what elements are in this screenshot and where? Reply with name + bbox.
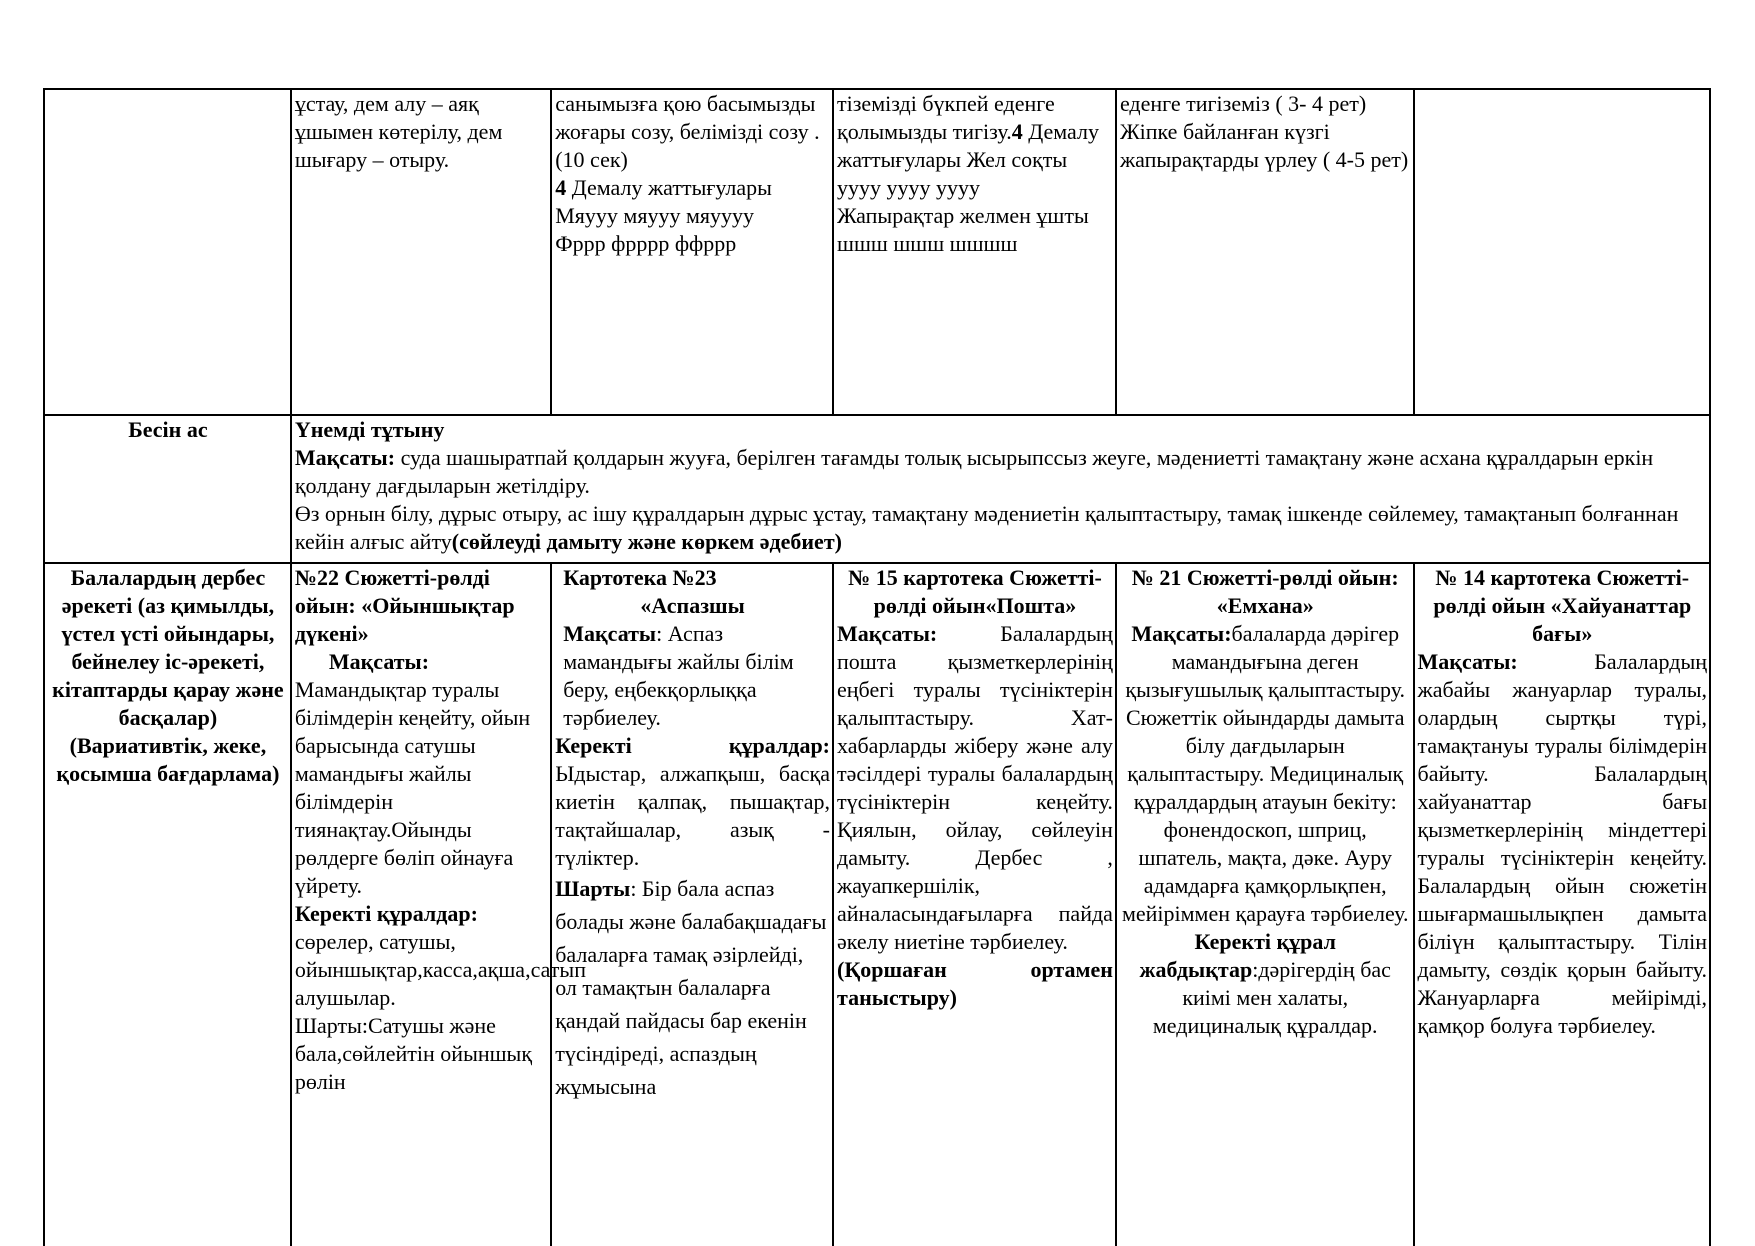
tools-text: Ыдыстар, алжапқыш, басқа киетін қалпақ, пышақтар, тақтайшалар, азық - түліктер.	[555, 761, 831, 870]
goal-text: балаларда дәрігер мамандығына деген қызығушылық қалыптастыру. Сюжеттік ойындарды дамыта білу дағдыларын қалыптастыру. Медициналық құралдардың атауын бекіту: фонендоскоп, шприц, шпатель, мақта, дәке. Ауру адамдарға қамқорлықпен, мейіріммен қарауға тәрбиелеу.	[1121, 621, 1409, 926]
snack-extra-note: (сөйлеуді дамыту және көркем әдебиет)	[451, 529, 842, 554]
row-label: Балалардың дербес әрекеті (аз қимылды, үстел үсті ойындары, бейнелеу іс-әрекеті, кітаптарды қарау және басқалар)	[52, 565, 284, 730]
cell-fri-exercise	[1414, 89, 1710, 415]
goal-text: : Аспаз мамандығы жайлы білім беру, еңбекқорлыққа тәрбиелеу.	[563, 621, 794, 730]
exercise-text: санымызға қою басымызды жоғары созу, белімізді созу . (10 сек)	[555, 91, 820, 172]
goal-text: Балалардың жабайы жануарлар туралы, олардың сыртқы түрі, тамақтануы туралы білімдерін байыту. Балалардың хайуанаттар бағы қызметкерлерінің міндеттері туралы түсініктерін кеңейту. Балалардың ойын сюжетін шығармашылықпен дамыта біліүн қалыптастыру. Тілін дамыту, сөздік қорын байыту. Жануарларға мейірімді, қамқор болуға тәрбиелеу.	[1417, 649, 1707, 1038]
table-row-afternoon-snack	[44, 415, 1710, 563]
breathing-line: Мяууу мяууу мяуууу	[555, 203, 754, 228]
breathing-line: Жапырақтар желмен ұшты шшш шшш шшшш	[837, 203, 1089, 256]
cell-thu-game	[1116, 563, 1414, 1246]
goal-label: Мақсаты:	[294, 445, 396, 470]
rules-label: Шарты	[555, 876, 631, 901]
breathing-heading: Демалу жаттығулары	[566, 175, 772, 200]
goal-label: Мақсаты:	[1131, 621, 1232, 646]
tools-label: Керекті құралдар:	[294, 901, 478, 926]
schedule-table	[43, 88, 1711, 1246]
goal-text: Балалардың пошта қызметкерлерінің еңбегі туралы түсініктерін қалыптастыру. Хат-хабарларды жіберу және алу тәсілдері туралы балалардың түсініктерін кеңейту. Қиялын, ойлау, сөйлеуін дамыту. Дербес , жауапкершілік, айналасындағыларға пайда әкелу ниетіне тәрбиелеу.	[837, 621, 1113, 954]
goal-label: Мақсаты:	[837, 621, 938, 646]
cell-empty-label	[44, 89, 291, 415]
row-label: Бесін ас	[128, 417, 208, 442]
tools-text: сөрелер, сатушы, ойыншықтар,касса,ақша,сатып алушылар.	[294, 929, 586, 1010]
exercise-text: тіземізді бүкпей еденге қолымызды тигізу.	[837, 91, 1055, 144]
goal-text: суда шашыратпай қолдарын жууға, берілген тағамды толық ысырыпссыз жеуге, мәдениетті тамақтану және асхана құралдарын еркін қолдану дағдыларын жетілдіру.	[294, 445, 1654, 498]
tools-label: Керекті құралдар:	[555, 733, 831, 758]
cell-row-label	[44, 563, 291, 1246]
exercise-text: еденге тигіземіз ( 3- 4 рет)	[1119, 91, 1367, 116]
table-row-exercises	[44, 89, 1710, 415]
tools-text: :дәрігердің бас киімі мен халаты, медициналық құралдар.	[1152, 957, 1391, 1038]
exercise-text: ұстау, дем алу – аяқ ұшымен көтерілу, дем шығару – отыру.	[294, 91, 503, 172]
game-title-sub: «Аспазшы	[640, 593, 745, 618]
goal-label: Мақсаты	[563, 621, 657, 646]
tools-label: Керекті құрал жабдықтар	[1139, 929, 1336, 982]
exercise-text: Жіпке байланған күзгі жапырақтарды үрлеу ( 4-5 рет)	[1119, 119, 1409, 172]
exercise-number: 4	[555, 175, 567, 200]
cell-fri-game	[1414, 563, 1710, 1246]
cell-wed-game	[833, 563, 1116, 1246]
subject-note: (Қоршаған ортамен таныстыру)	[837, 957, 1113, 1010]
cell-mon-game	[291, 563, 586, 1246]
cell-mon-exercise	[291, 89, 551, 415]
game-title: №22 Сюжетті-рөлді ойын: «Ойыншықтар дүкені»	[294, 565, 515, 646]
cell-tue-game	[551, 563, 833, 1246]
game-title: № 21 Сюжетті-рөлді ойын: «Емхана»	[1131, 565, 1399, 618]
cell-snack-content	[291, 415, 1710, 563]
goal-label: Мақсаты:	[1417, 649, 1518, 674]
rules-text: : Бір бала аспаз болады және балабақшадағы балаларға тамақ әзірлейді, ол тамақтын балаларға қандай пайдасы бар екенін түсіндіреді, аспаздың жұмысына	[555, 876, 827, 1099]
snack-title: Үнемді тұтыну	[294, 417, 445, 442]
cell-tue-exercise	[551, 89, 833, 415]
goal-text: Мамандықтар туралы білімдерін кеңейту, ойын барысында сатушы мамандығы жайлы білімдерін тиянақтау.Ойынды рөлдерге бөліп ойнауға үйрету.	[294, 677, 531, 898]
rules-text: Шарты:Сатушы және бала,сөйлейтін ойыншық рөлін	[294, 1013, 533, 1094]
game-title: № 15 картотека Сюжетті-рөлді ойын«Пошта»	[848, 565, 1102, 618]
cell-wed-exercise	[833, 89, 1116, 415]
cell-thu-exercise	[1116, 89, 1414, 415]
breathing-line: Фррр фрррр ффррр	[555, 231, 737, 256]
game-title: Картотека №23	[563, 565, 717, 590]
snack-extra-text: Өз орнын білу, дұрыс отыру, ас ішу құралдарын дұрыс ұстау, тамақтану мәдениетін қалыптастыру, тамақ ішкенде сөйлемеу, тамақтанып болғаннан кейін алғыс айту	[294, 501, 1679, 554]
breathing-heading: Демалу жаттығулары Жел соқты уууу уууу уууу	[837, 119, 1099, 200]
game-title: № 14 картотека Сюжетті-рөлді ойын «Хайуанаттар бағы»	[1433, 565, 1692, 646]
table-row-independent-activity	[44, 563, 1710, 1246]
goal-label: Мақсаты:	[328, 649, 430, 674]
cell-row-label	[44, 415, 291, 563]
row-label-sub: (Вариативтік, жеке, қосымша бағдарлама)	[56, 733, 280, 786]
exercise-number: 4	[1011, 119, 1023, 144]
